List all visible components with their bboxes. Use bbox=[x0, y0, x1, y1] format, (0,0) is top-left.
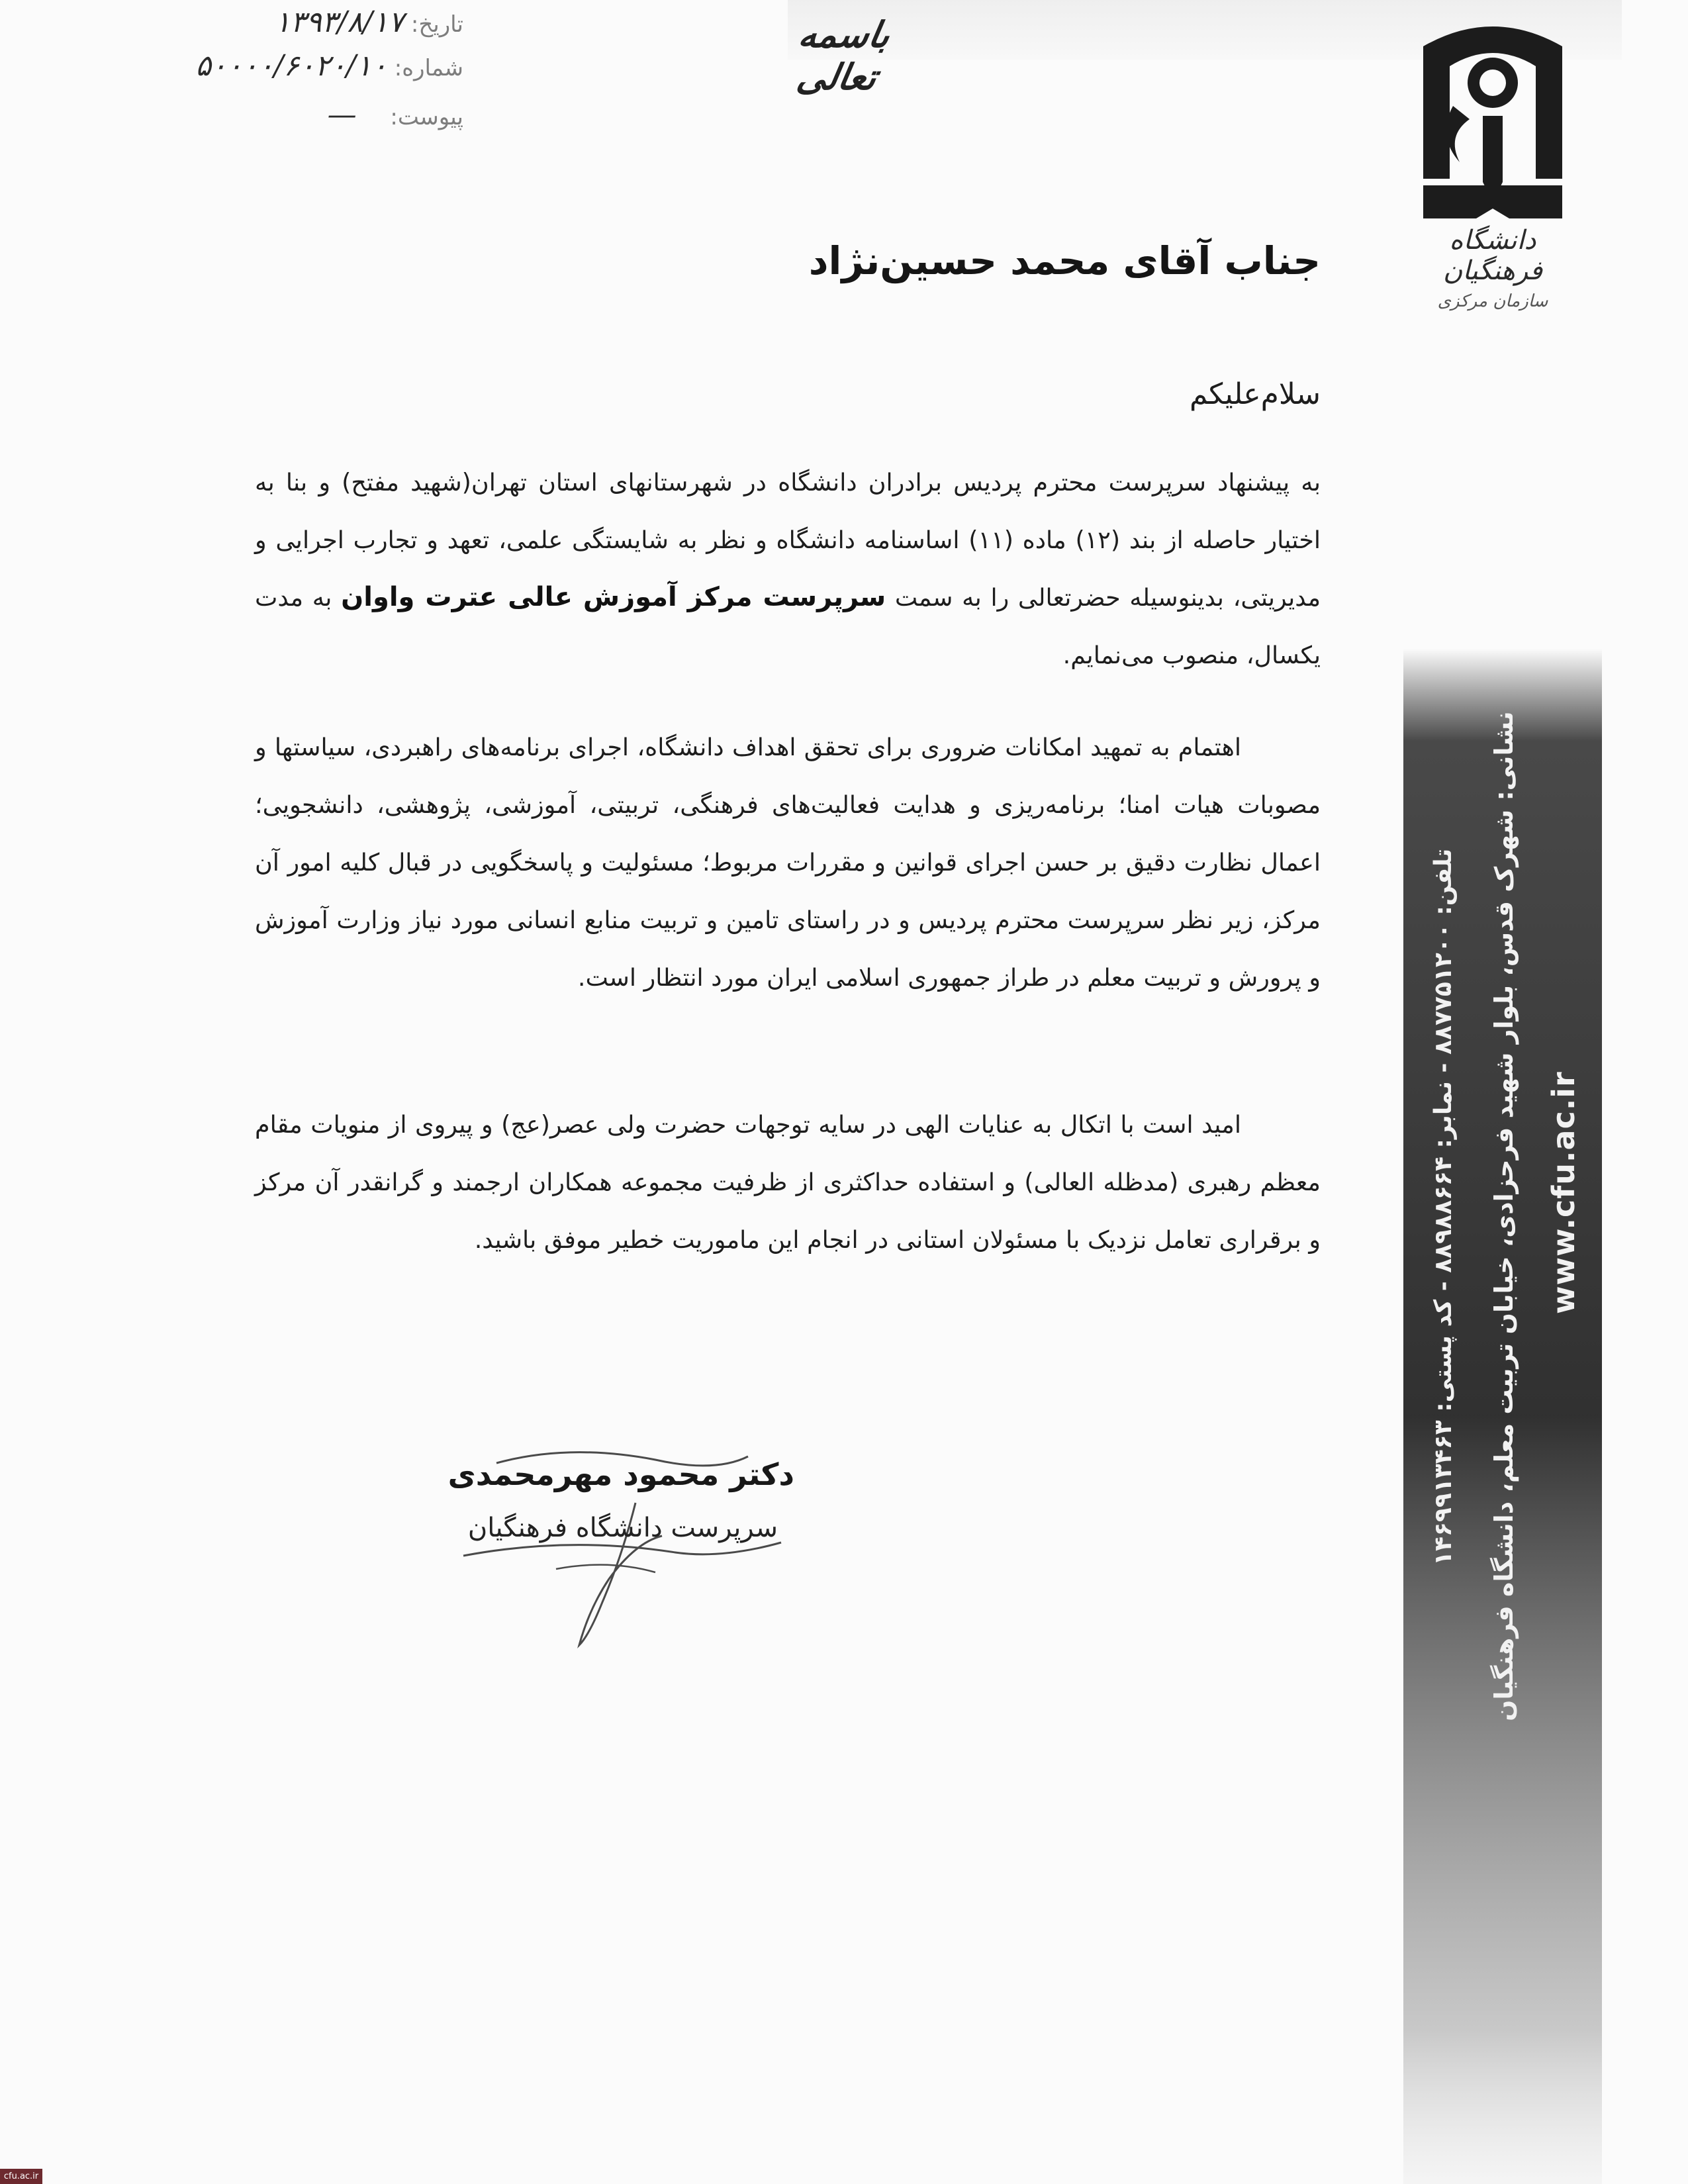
number-label: شماره: bbox=[394, 55, 463, 81]
side-address: نشانی: شهرک قدس، بلوار شهید فرحزادی، خیابان تربیت معلم، دانشگاه فرهنگیان bbox=[1489, 711, 1519, 1721]
attachment-row bbox=[328, 98, 463, 131]
paragraph-2-text: اهتمام به تمهید امکانات ضروری برای تحقق اهداف دانشگاه، اجرای برنامه‌های راهبردی، سیاستها و مصوبات هیات امنا؛ برنامه‌ریزی و هدایت فعالیت‌های فرهنگی، تربیتی، آموزشی، پژوهشی، دانشجویی؛ اعمال نظارت دقیق بر حسن اجرای قوانین و مقررات مربوط؛ مسئولیت و پاسخگویی در قبال کلیه امور آن مرکز، زیر نظر سرپرست محترم پردیس و در راستای تامین و تربیت منابع انسانی مورد نیاز وزارت آموزش و پرورش و تربیت معلم در طراز جمهوری اسلامی ایران مورد انتظار است. bbox=[255, 733, 1321, 992]
signatory-name: دکتر محمود مهرمحمدی bbox=[447, 1456, 794, 1492]
corner-watermark: cfu.ac.ir bbox=[0, 2169, 42, 2184]
attachment-label: پیوست: bbox=[390, 104, 463, 130]
appointment-title: سرپرست مرکز آموزش عالی عترت واوان bbox=[341, 582, 886, 612]
paragraph-1-tail: به مدت یکسال، منصوب می‌نمایم. bbox=[255, 583, 1321, 669]
date-row bbox=[275, 5, 463, 38]
date-value: ۱۳۹۳/۸/۱۷ bbox=[275, 5, 404, 39]
number-value: ۵۰۰۰۰/۶۰۲۰/۱۰ bbox=[195, 49, 387, 83]
paragraph-3-text: امید است با اتکال به عنایات الهی در سایه توجهات حضرت ولی عصر(عج) و پیروی از منویات مقام معظم رهبری (مدظله العالی) و استفاده حداکثری از ظرفیت مجموعه همکاران ارجمند و گرانقدر آن مرکز و برقراری تعامل نزدیک با مسئولان استانی در انجام این ماموریت خطیر موفق باشید. bbox=[255, 1110, 1321, 1254]
body-paragraph-3 bbox=[255, 1096, 1321, 1268]
number-row bbox=[195, 49, 463, 82]
side-phone: تلفن: ۸۸۷۷۵۱۲۰۰ - نمابر: ۸۸۹۸۸۶۶۴ - کد پستی: ۱۴۶۹۹۱۳۴۶۳ bbox=[1430, 848, 1457, 1566]
body-paragraph-1 bbox=[255, 453, 1321, 684]
logo-subtitle: سازمان مرکزی bbox=[1437, 291, 1548, 311]
paragraph-1-text: به پیشنهاد سرپرست محترم پردیس برادران دانشگاه در شهرستانهای استان تهران(شهید مفتح) و بنا به اختیار حاصله از بند (۱۲) ماده (۱۱) اساسنامه دانشگاه و نظر به شایستگی علمی، تعهد و تجارب اجرایی و مدیریتی، بدینوسیله حضرتعالی را به سمت bbox=[255, 468, 1321, 612]
bismillah-heading: باسمه تعالی bbox=[794, 13, 894, 98]
logo-title: دانشگاه فرهنگیان bbox=[1442, 225, 1543, 286]
greeting-line: سلام‌علیکم bbox=[1189, 377, 1321, 411]
side-website: www.cfu.ac.ir bbox=[1546, 1071, 1581, 1314]
date-label: تاریخ: bbox=[410, 11, 463, 38]
attachment-value: — bbox=[327, 98, 357, 132]
signatory-title: سرپرست دانشگاه فرهنگیان bbox=[467, 1513, 778, 1543]
body-paragraph-2 bbox=[255, 718, 1321, 1006]
recipient-line: جناب آقای محمد حسین‌نژاد bbox=[808, 238, 1321, 283]
